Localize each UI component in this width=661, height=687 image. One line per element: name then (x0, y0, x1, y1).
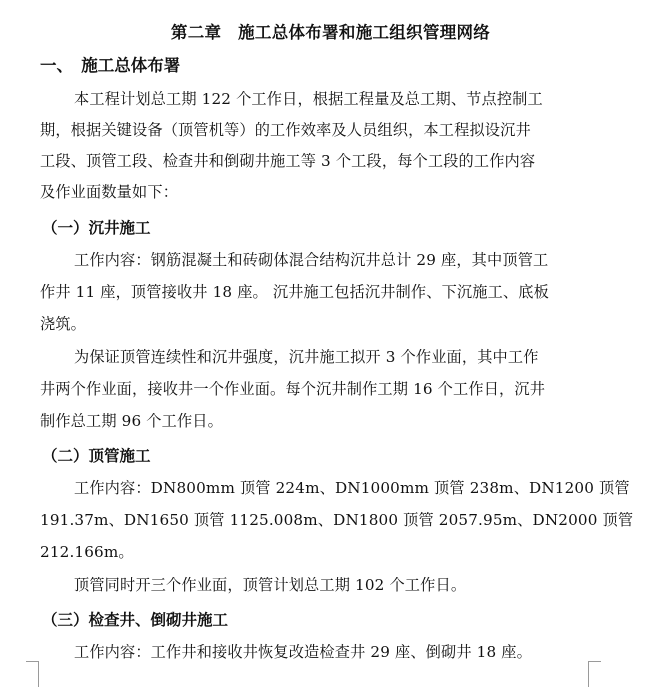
paragraph-line: 工作内容：钢筋混凝土和砖砌体混合结构沉井总计 29 座，其中顶管工 (74, 251, 549, 269)
subsection-heading: （二）顶管施工 (42, 446, 151, 465)
page-corner-mark (26, 661, 39, 687)
chapter-title: 第二章 施工总体布署和施工组织管理网络 (170, 23, 491, 42)
paragraph-line: 浇筑。 (40, 315, 87, 333)
paragraph-line: 为保证顶管连续性和沉井强度，沉井施工拟开 3 个作业面，其中工作 (74, 348, 539, 366)
paragraph-line: 顶管同时开三个作业面，顶管计划总工期 102 个工作日。 (74, 576, 467, 594)
section-heading: 一、 施工总体布署 (40, 56, 181, 75)
paragraph-line: 工作内容：DN800mm 顶管 224m、DN1000mm 顶管 238m、DN1200 顶管 (74, 479, 630, 497)
paragraph-line: 本工程计划总工期 122 个工作日，根据工程量及总工期、节点控制工 (74, 90, 543, 108)
paragraph-line: 191.37m、DN1650 顶管 1125.008m、DN1800 顶管 2057.95m、DN2000 顶管 (40, 511, 634, 529)
paragraph-line: 作井 11 座，顶管接收井 18 座。 沉井施工包括沉井制作、下沉施工、底板 (40, 283, 549, 301)
paragraph-line: 制作总工期 96 个工作日。 (40, 412, 223, 430)
paragraph-line: 212.166m。 (40, 543, 134, 561)
subsection-heading: （一）沉井施工 (42, 218, 151, 237)
paragraph-line: 井两个作业面，接收井一个作业面。每个沉井制作工期 16 个工作日，沉井 (40, 380, 546, 398)
page-corner-mark (588, 661, 601, 687)
paragraph-line: 期，根据关键设备（顶管机等）的工作效率及人员组织，本工程拟设沉井 (40, 121, 531, 139)
paragraph-line: 及作业面数量如下： (40, 183, 179, 201)
subsection-heading: （三）检查井、倒砌井施工 (42, 610, 229, 629)
paragraph-line: 工作内容：工作井和接收井恢复改造检查井 29 座、倒砌井 18 座。 (74, 643, 532, 661)
paragraph-line: 工段、顶管工段、检查井和倒砌井施工等 3 个工段，每个工段的工作内容 (40, 152, 536, 170)
